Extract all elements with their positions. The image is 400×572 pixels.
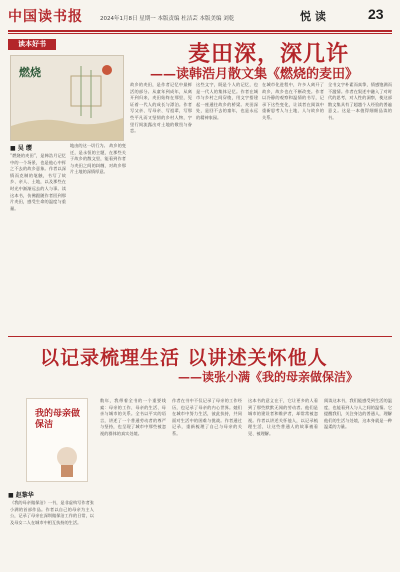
article1-headline: 麦田深，深几许 bbox=[188, 41, 350, 67]
cover2-title: 我的母亲做保洁 bbox=[35, 409, 81, 430]
section-divider bbox=[8, 336, 392, 337]
article2-byline: ■ 赵黎华 bbox=[8, 492, 34, 499]
book-cover-image-2 bbox=[26, 398, 88, 482]
article2-col4: 这本书的意义在于，它让更多的人看到了那些默默无闻的劳动者。他们是城市的建设者和维护者，却常常被忽视。作者以讲述关怀他人，以记录梳理生活，让这些普通人的故事被看见、被理解。 bbox=[248, 398, 318, 436]
book-cover-image bbox=[10, 55, 124, 141]
article2-col2: 数年，我带着全书的一个重要线索：母亲的工作、母亲的生活、母亲与城市的关系。全书以平实的语言，讲述了一个普通劳动者的尊严与坚持，也呈现了城市中那些被忽视的群体的真实处境。 bbox=[100, 398, 166, 436]
dateline: 2024年1月8日 星期一 本版责编 杜洁芸 本版美编 刘乾 bbox=[100, 16, 235, 22]
article2-headline: 以记录梳理生活 以讲述关怀他人 bbox=[40, 347, 328, 369]
header-rule-thin bbox=[8, 33, 392, 34]
article1-col3: 这些文字，既是个人的记忆，也是一代人的集体记忆。作者在城市与乡村之间穿梭，用文字搭建起一座通往故乡的桥梁。麦田深处，是回不去的童年，也是永远的精神家园。 bbox=[196, 82, 258, 120]
article1-col1: “燃烧的麦田”，是韩浩月记忆中的一个场景，也是他心中挥之不去的故乡意象。作者以深情而克制的笔触，书写了故乡、亲人、土地，以及那些在时光中渐渐远去的人与事。读这本书，仿佛跟随作者回到那片麦田，感受生命的温度与重量。 bbox=[10, 153, 66, 211]
header-rule bbox=[8, 30, 392, 32]
article1-col1-upper: 地由的这一切行为。 故乡的变迁，是永恒的主题，在那些关于故乡的散文里，能看到作者与麦田之间的纠缠、对故乡那片土地的深情厚意。 bbox=[70, 143, 126, 175]
page-number: 23 bbox=[368, 6, 384, 22]
article2-subheadline: ——读张小满《我的母亲做保洁》 bbox=[178, 370, 359, 384]
article1-col4: 在城市化进程中，许多人离开了故乡，故乡也在不断改变。作者以冷静的观察和温情的书写，记录下这些变化，让读者在阅读中重新思考人与土地、人与故乡的关系。 bbox=[262, 82, 324, 120]
column-tag: 读本好书 bbox=[8, 39, 56, 50]
section-name: 悦 读 bbox=[300, 10, 326, 23]
article1-col2: 故乡的麦田，是作者记忆中最鲜活的部分。从童年到成年，从离开到归来，麦田始终在那里，见证着一代人的成长与漂泊。作者写父亲、写母亲、写祖辈，写那些平凡而又坚韧的乡村人物，字里行间流露出对土地的敬畏与眷恋。 bbox=[130, 82, 192, 134]
article2-col5: 阅读这本书，我们能感受到生活的温度，也能看到人与人之间的温情。它提醒我们，关注身边的普通人，理解他们的生活与处境，这本身就是一种温柔的力量。 bbox=[324, 398, 392, 430]
article2-col1: 《我的母亲做保洁》一书，是非虚构写作者张小满的首部作品。作者以自己的母亲为主人公，记录了母亲在深圳做保洁工作的日常，以及母女二人在城市中相互扶持的生活。 bbox=[10, 500, 94, 525]
article1-byline: ■ 吴 缨 bbox=[10, 145, 32, 152]
article1-col5: 全书文字朴素而真挚，情感饱满而不滥情。作者在叙述中融入了对时代的思考，对人性的洞察，使这部散文集具有了超越个人经验的普遍意义。这是一本值得细细品读的书。 bbox=[328, 82, 392, 120]
masthead-logo: 中国读书报 bbox=[8, 9, 83, 25]
cover-title: 燃烧 bbox=[19, 66, 41, 79]
article1-subheadline: ——读韩浩月散文集《燃烧的麦田》 bbox=[150, 67, 359, 82]
article2-col3: 作者在书中不仅记录了母亲的工作经历，也记录了母亲的内心世界。她们在城市中努力生活，彼此扶持，共同面对生活中的困难与挑战。作者通过记录，重新梳理了自己与母亲的关系。 bbox=[172, 398, 242, 436]
